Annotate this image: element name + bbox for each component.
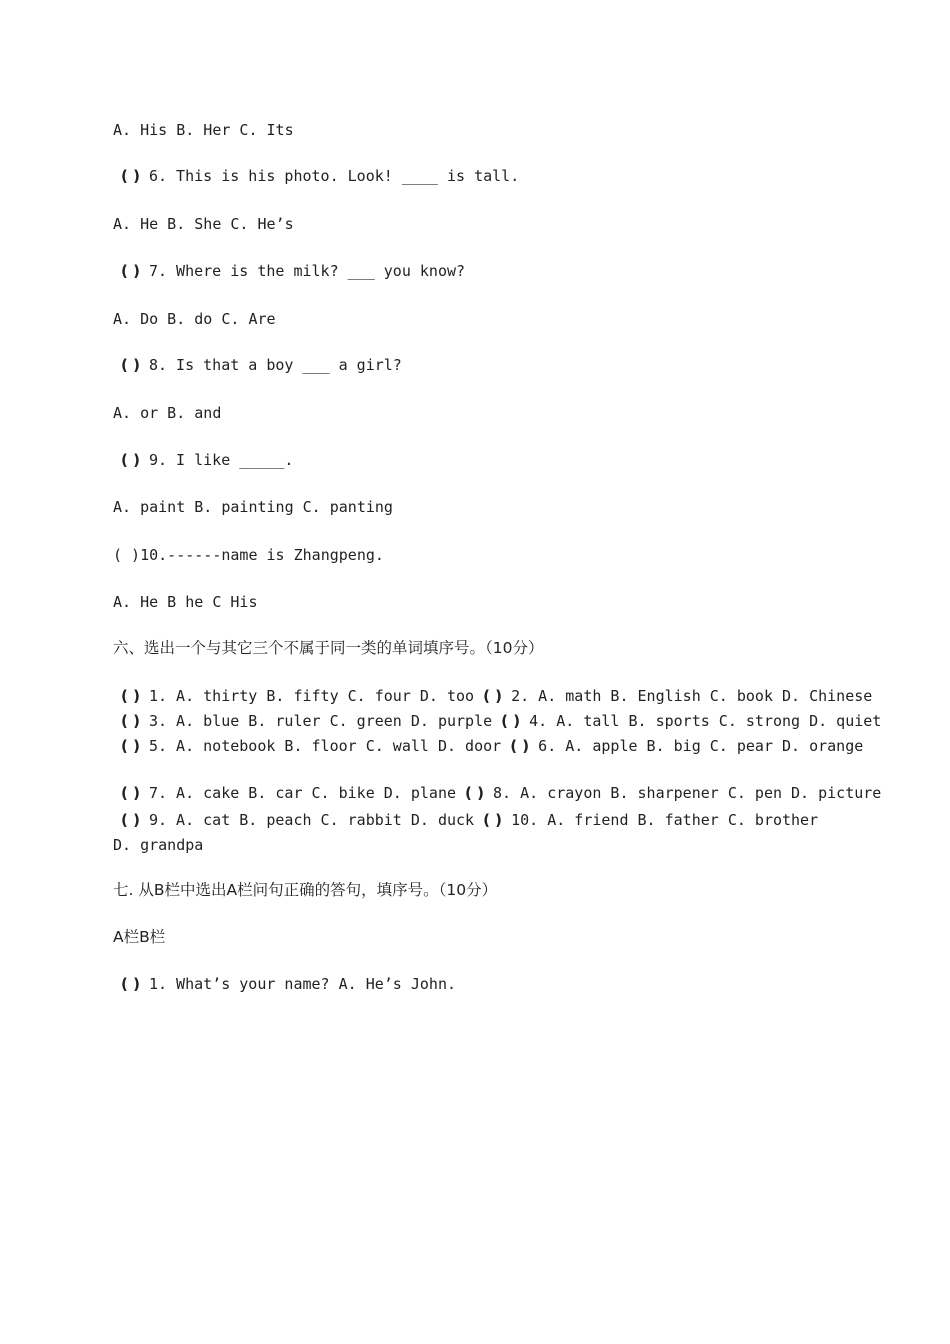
question-text: 1. What’s your name? A. He’s John. [139, 975, 457, 993]
item-text: 7. A. cake B. car C. bike D. plane [139, 784, 466, 802]
item-text: 6. A. apple B. big C. pear D. orange [529, 737, 864, 755]
answer-parens: ( ) [121, 356, 140, 374]
answer-parens: ( ) [113, 546, 141, 564]
section6-row-3 [121, 736, 863, 756]
section7-columns: A栏B栏 [113, 928, 166, 946]
section7-title: 七. 从B栏中选出A栏问句正确的答句，填序号。（10分） [113, 881, 498, 899]
answer-parens: ( ) [121, 811, 140, 829]
answer-parens: ( ) [121, 975, 140, 993]
question-text: 10.------name is Zhangpeng. [140, 546, 384, 564]
item-text: 10. A. friend B. father C. brother D. grandpa [113, 811, 819, 854]
item-text: 4. A. tall B. sports C. strong D. quiet [520, 712, 882, 730]
question-text: 8. Is that a boy ___ a girl? [139, 356, 402, 374]
item-text: 5. A. notebook B. floor C. wall D. door [139, 737, 511, 755]
answer-parens: ( ) [483, 687, 503, 705]
item-text: 2. A. math B. English C. book D. Chinese [502, 687, 873, 705]
item-text: 8. A. crayon B. sharpener C. pen D. picture [483, 784, 882, 802]
q9 [121, 450, 293, 470]
s7-q1 [121, 974, 456, 994]
item-text: 3. A. blue B. ruler C. green D. purple [139, 712, 502, 730]
q8-options: A. or B. and [113, 404, 222, 422]
q6-options: A. He B. She C. He’s [113, 215, 294, 233]
item-text: 9. A. cat B. peach C. rabbit D. duck [139, 811, 484, 829]
q7 [121, 261, 465, 281]
answer-parens: ( ) [121, 262, 140, 280]
section6-title: 六、选出一个与其它三个不属于同一类的单词填序号。（10分） [113, 639, 544, 657]
item-text: 1. A. thirty B. fifty C. four D. too [139, 687, 484, 705]
q10-options: A. He B he C His [113, 593, 258, 611]
answer-parens: ( ) [121, 687, 140, 705]
answer-parens: ( ) [121, 451, 140, 469]
q8 [121, 355, 402, 375]
answer-parens: ( ) [510, 737, 530, 755]
answer-parens: ( ) [121, 784, 140, 802]
answer-parens: ( ) [121, 712, 140, 730]
answer-parens: ( ) [121, 167, 140, 185]
q7-options: A. Do B. do C. Are [113, 310, 276, 328]
section6-row-1 [121, 686, 872, 706]
q5-options: A. His B. Her C. Its [113, 121, 294, 139]
answer-parens: ( ) [121, 737, 140, 755]
answer-parens: ( ) [465, 784, 484, 802]
question-text: 6. This is his photo. Look! ____ is tall. [139, 167, 520, 185]
question-text: 7. Where is the milk? ___ you know? [139, 262, 466, 280]
section6-row-5 [113, 808, 838, 858]
q9-options: A. paint B. painting C. panting [113, 498, 393, 516]
answer-parens: ( ) [501, 712, 521, 730]
section6-row-4 [121, 783, 881, 803]
answer-parens: ( ) [483, 811, 503, 829]
q10 [113, 545, 384, 565]
question-text: 9. I like _____. [139, 451, 294, 469]
section6-row-2 [121, 711, 881, 731]
q6 [121, 166, 519, 186]
